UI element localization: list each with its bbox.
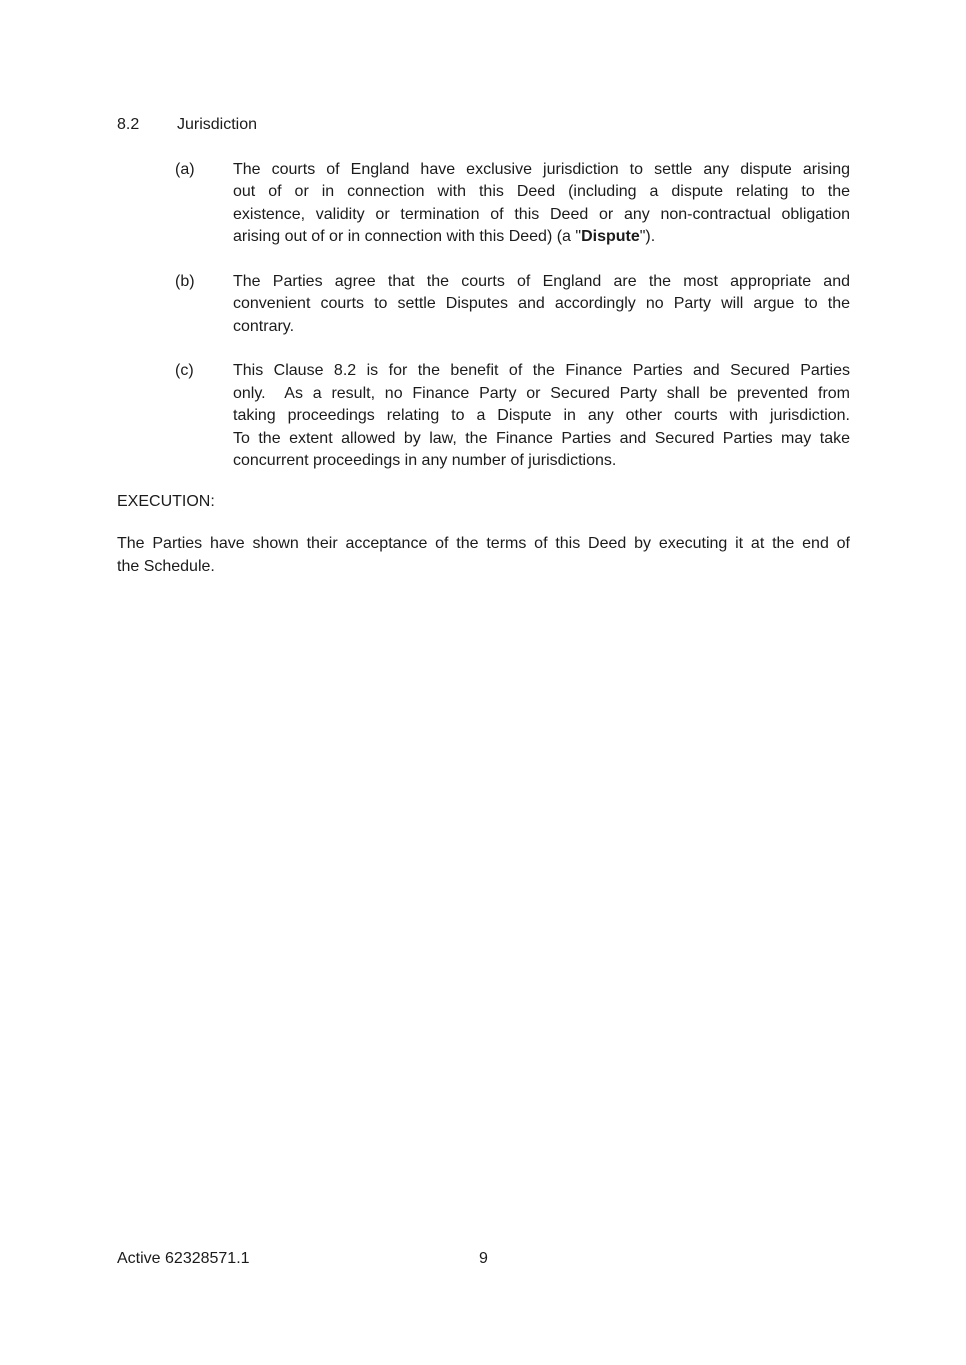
clause-label: (b) bbox=[175, 272, 195, 290]
section-heading bbox=[117, 114, 850, 137]
clause-text bbox=[233, 271, 850, 339]
section-title: Jurisdiction bbox=[177, 116, 258, 133]
document-body bbox=[117, 114, 850, 578]
text-line: convenient courts to settle Disputes and accordingly no Party will argue to the bbox=[233, 295, 850, 312]
text-line: The Parties agree that the courts of England are the most appropriate and bbox=[233, 272, 850, 290]
clause-item bbox=[175, 360, 850, 473]
text-line: concurrent proceedings in any number of jurisdictions. bbox=[233, 452, 617, 469]
execution-paragraph bbox=[117, 533, 850, 578]
text-segment: "). bbox=[639, 228, 656, 245]
page-footer bbox=[117, 1248, 850, 1271]
document-reference: Active 62328571.1 bbox=[117, 1250, 250, 1267]
clause-label: (a) bbox=[175, 160, 195, 178]
text-line bbox=[233, 226, 850, 249]
clause-list bbox=[117, 159, 850, 473]
clause-text bbox=[233, 360, 850, 473]
page-number: 9 bbox=[479, 1250, 488, 1267]
execution-heading: EXECUTION: bbox=[117, 492, 215, 510]
text-line: the Schedule. bbox=[117, 557, 215, 575]
text-line: contrary. bbox=[233, 317, 295, 335]
text-line: out of or in connection with this Deed (including a dispute relating to the bbox=[233, 183, 850, 200]
clause-item bbox=[175, 271, 850, 339]
clause-text bbox=[233, 159, 850, 249]
text-line: existence, validity or termination of this Deed or any non-contractual obligation bbox=[233, 205, 850, 223]
text-line: The courts of England have exclusive jurisdiction to settle any dispute arising bbox=[233, 160, 850, 178]
text-line: The Parties have shown their acceptance of the terms of this Deed by executing it at the end of bbox=[117, 535, 850, 552]
text-line: only. As a result, no Finance Party or Secured Party shall be prevented from bbox=[233, 384, 850, 402]
clause-label: (c) bbox=[175, 362, 194, 379]
clause-item bbox=[175, 159, 850, 249]
text-line: This Clause 8.2 is for the benefit of the Finance Parties and Secured Parties bbox=[233, 362, 850, 379]
text-line: To the extent allowed by law, the Finance Parties and Secured Parties may take bbox=[233, 429, 850, 447]
defined-term: Dispute bbox=[581, 228, 640, 245]
text-segment: arising out of or in connection with this Deed) (a " bbox=[233, 228, 582, 245]
text-line: taking proceedings relating to a Dispute in any other courts with jurisdiction. bbox=[233, 407, 850, 424]
section-number: 8.2 bbox=[117, 116, 140, 133]
